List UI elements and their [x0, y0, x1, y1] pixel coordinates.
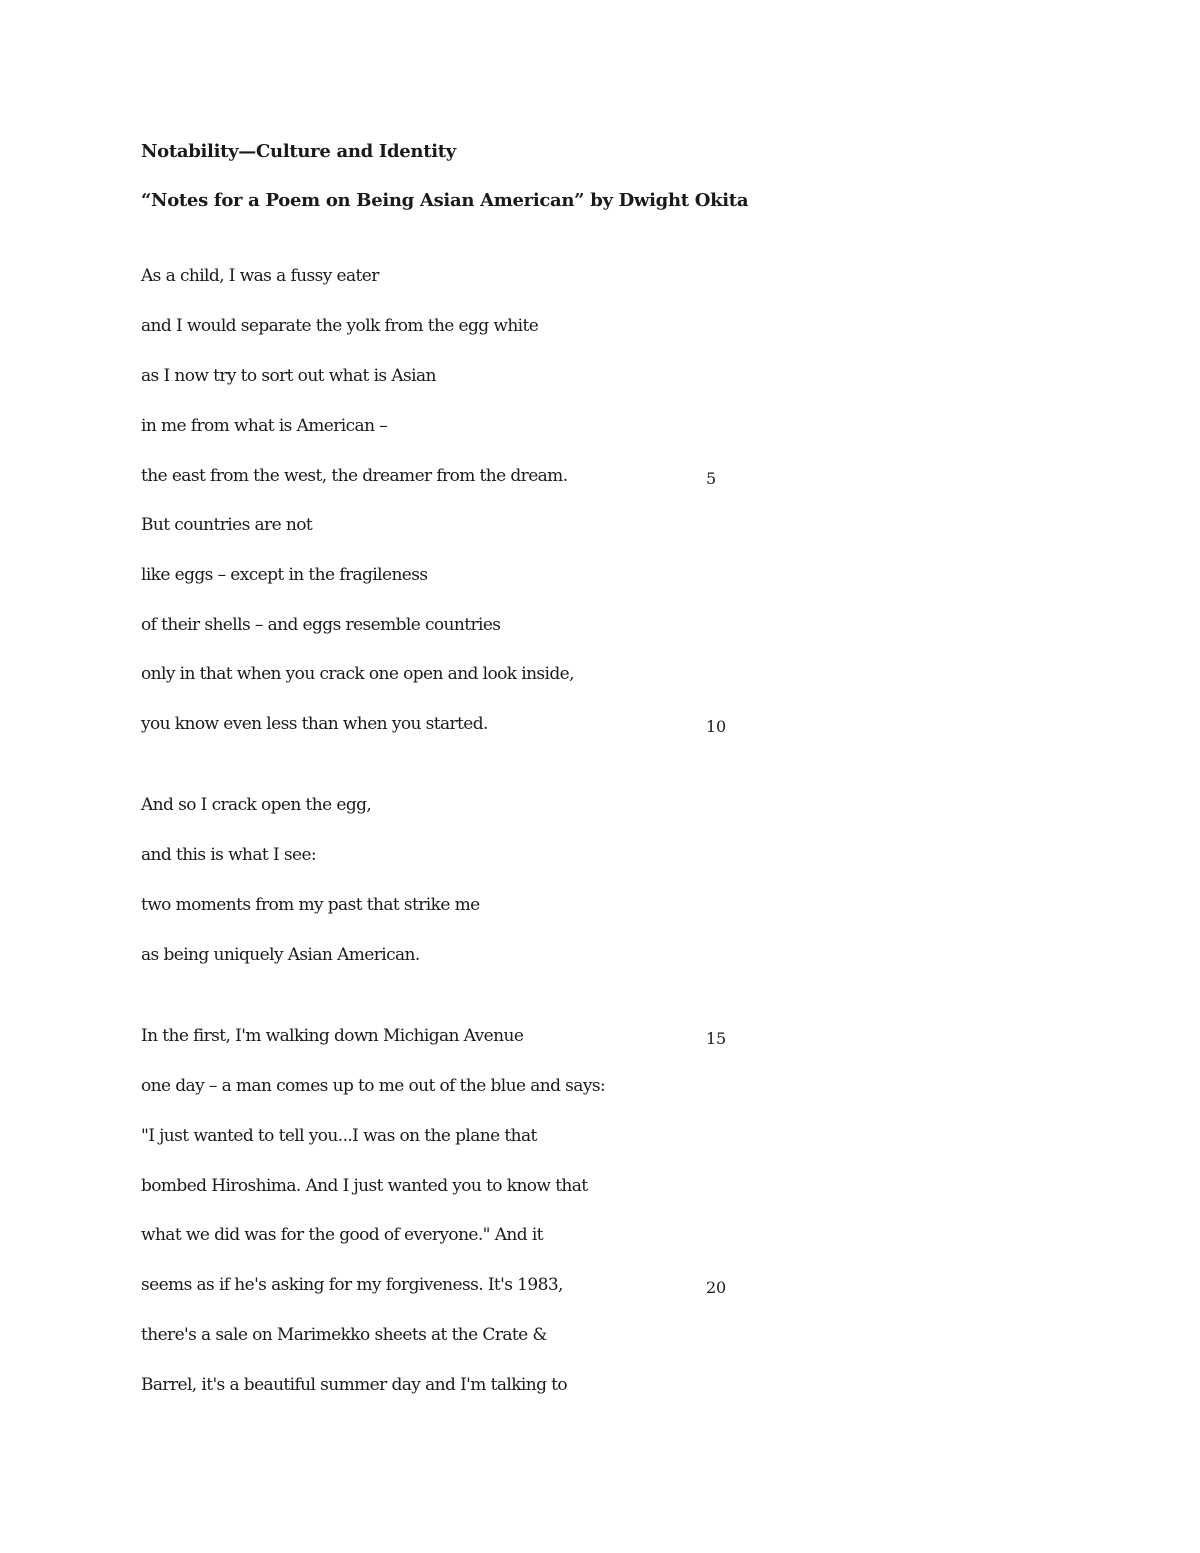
poem-line	[0, 266, 760, 294]
poem-line-text: like eggs – except in the fragileness	[141, 565, 428, 585]
poem-line-text: seems as if he's asking for my forgiveness. It's 1983,	[141, 1275, 563, 1295]
poem-line-text: the east from the west, the dreamer from the dream.	[141, 466, 568, 486]
poem-line	[0, 316, 760, 344]
poem-line	[0, 466, 760, 494]
poem-line	[0, 795, 760, 823]
poem-line	[0, 845, 760, 873]
poem-line-text: there's a sale on Marimekko sheets at the Crate &	[141, 1325, 547, 1345]
poem-line-text: two moments from my past that strike me	[141, 895, 480, 915]
poem-line-text: But countries are not	[141, 515, 313, 535]
poem-line-text: as being uniquely Asian American.	[141, 945, 420, 965]
poem-title: “Notes for a Poem on Being Asian American” by Dwight Okita	[141, 190, 749, 211]
poem-line	[0, 1076, 760, 1104]
poem-line-text: and I would separate the yolk from the egg white	[141, 316, 539, 336]
poem-line	[0, 1275, 760, 1303]
poem-line	[0, 895, 760, 923]
poem-line-text: only in that when you crack one open and look inside,	[141, 664, 574, 684]
poem-line-text: what we did was for the good of everyone." And it	[141, 1225, 543, 1245]
line-number: 5	[706, 469, 716, 488]
poem-line	[0, 714, 760, 742]
poem-line	[0, 1375, 760, 1403]
poem-line	[0, 1325, 760, 1353]
poem-line-text: as I now try to sort out what is Asian	[141, 366, 436, 386]
poem-line-text: and this is what I see:	[141, 845, 317, 865]
line-number: 20	[706, 1278, 726, 1297]
poem-line	[0, 945, 760, 973]
line-number: 15	[706, 1029, 726, 1048]
poem-line	[0, 515, 760, 543]
poem-line-text: And so I crack open the egg,	[141, 795, 372, 815]
unit-title: Notability—Culture and Identity	[141, 141, 456, 162]
poem-line-text: bombed Hiroshima. And I just wanted you to know that	[141, 1176, 588, 1196]
poem-line	[0, 1176, 760, 1204]
poem-line-text: one day – a man comes up to me out of the blue and says:	[141, 1076, 606, 1096]
poem-line-text: you know even less than when you started.	[141, 714, 488, 734]
poem-line	[0, 366, 760, 394]
poem-line	[0, 1126, 760, 1154]
poem-line	[0, 1225, 760, 1253]
poem-line-text: "I just wanted to tell you...I was on the plane that	[141, 1126, 537, 1146]
line-number: 10	[706, 717, 726, 736]
poem-line-text: of their shells – and eggs resemble countries	[141, 615, 501, 635]
poem-line-text: Barrel, it's a beautiful summer day and I'm talking to	[141, 1375, 568, 1395]
poem-line	[0, 565, 760, 593]
poem-line	[0, 664, 760, 692]
poem-line	[0, 416, 760, 444]
poem-line-text: in me from what is American –	[141, 416, 388, 436]
poem-line-text: As a child, I was a fussy eater	[141, 266, 379, 286]
poem-line-text: In the first, I'm walking down Michigan Avenue	[141, 1026, 524, 1046]
poem-line	[0, 615, 760, 643]
poem-line	[0, 1026, 760, 1054]
